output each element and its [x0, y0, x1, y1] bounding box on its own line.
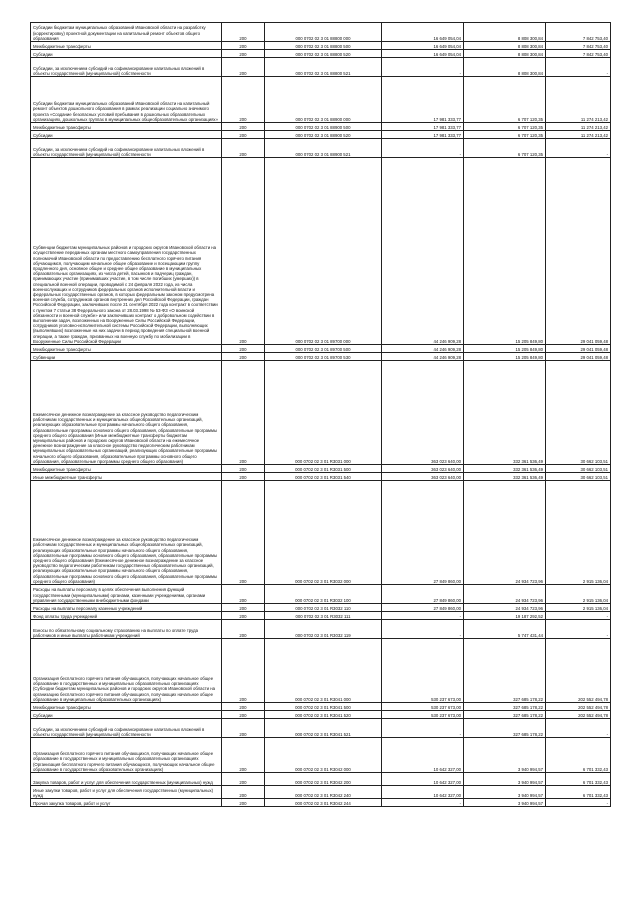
- row-executed: 15 205 849,80: [464, 353, 546, 361]
- row-executed: 332 361 536,49: [464, 465, 546, 473]
- expenditure-table: [30, 22, 611, 807]
- row-approved: 27 849 860,00: [382, 481, 464, 585]
- row-approved: 363 023 640,00: [382, 361, 464, 465]
- row-code: 200: [222, 465, 265, 473]
- row-code: 200: [222, 361, 265, 465]
- row-code: 200: [222, 738, 265, 773]
- row-kbk: 000 0702 02 3 01 R3032 110: [265, 604, 382, 612]
- row-unexecuted: 6 701 332,43: [546, 738, 611, 773]
- row-kbk: 000 0702 02 3 01 R3041 520: [265, 711, 382, 719]
- table-row: [31, 345, 611, 353]
- row-kbk: 000 0702 02 3 01 R3042 000: [265, 738, 382, 773]
- row-executed: 327 685 178,22: [464, 703, 546, 711]
- table-row: [31, 786, 611, 799]
- row-code: 200: [222, 345, 265, 353]
- row-kbk: 000 0702 02 3 01 88800 500: [265, 42, 382, 50]
- row-name: Фонд оплаты труда учреждений: [31, 612, 222, 620]
- row-code: 200: [222, 139, 265, 158]
- row-executed: 3 940 994,57: [464, 786, 546, 799]
- row-kbk: 000 0702 02 3 01 88900 500: [265, 123, 382, 131]
- row-executed: 8 808 300,84: [464, 58, 546, 77]
- row-approved: -: [382, 612, 464, 620]
- row-executed: 3 940 994,57: [464, 773, 546, 786]
- row-name: Прочая закупка товаров, работ и услуг: [31, 799, 222, 807]
- row-unexecuted: 2 915 136,04: [546, 585, 611, 604]
- row-name: Субсидии, за исключением субсидий на софинансирование капитальных вложений в объекты государственной (муниципальной) собственности: [31, 139, 222, 158]
- row-approved: 363 023 640,00: [382, 473, 464, 481]
- row-unexecuted: -: [546, 612, 611, 620]
- row-unexecuted: 2 915 136,04: [546, 604, 611, 612]
- row-approved: 16 649 054,04: [382, 23, 464, 42]
- table-row: [31, 620, 611, 639]
- row-name: Расходы на выплаты персоналу в целях обеспечения выполнения функций государственными (муниципальными) органами, казенными учреждениями, органами управления государственными внебюджетными фондами: [31, 585, 222, 604]
- row-unexecuted: 29 041 059,48: [546, 345, 611, 353]
- row-kbk: 000 0702 02 3 01 89700 000: [265, 158, 382, 345]
- table-body: [31, 23, 611, 807]
- row-code: 200: [222, 585, 265, 604]
- row-executed: 6 707 120,35: [464, 123, 546, 131]
- row-unexecuted: 11 274 213,42: [546, 77, 611, 123]
- row-code: 200: [222, 786, 265, 799]
- row-name: Закупка товаров, работ и услуг для обеспечения государственных (муниципальных) нужд: [31, 773, 222, 786]
- table-row: [31, 465, 611, 473]
- row-approved: -: [382, 58, 464, 77]
- row-name: Субвенции: [31, 353, 222, 361]
- row-unexecuted: 6 701 332,43: [546, 773, 611, 786]
- row-unexecuted: 2 915 136,04: [546, 481, 611, 585]
- row-code: 200: [222, 473, 265, 481]
- table-row: [31, 703, 611, 711]
- row-executed: 332 361 536,49: [464, 361, 546, 465]
- row-kbk: 000 0702 02 3 01 R3041 521: [265, 719, 382, 738]
- table-row: [31, 123, 611, 131]
- table-row: [31, 711, 611, 719]
- row-code: 200: [222, 23, 265, 42]
- row-name: Межбюджетные трансферты: [31, 465, 222, 473]
- row-kbk: 000 0702 02 3 01 R3031 500: [265, 465, 382, 473]
- row-name: Межбюджетные трансферты: [31, 123, 222, 131]
- row-unexecuted: 7 842 753,40: [546, 42, 611, 50]
- table-row: [31, 50, 611, 58]
- row-executed: 6 707 120,35: [464, 77, 546, 123]
- row-approved: 530 237 673,00: [382, 711, 464, 719]
- row-approved: 10 642 327,00: [382, 773, 464, 786]
- table-row: [31, 361, 611, 465]
- row-approved: -: [382, 620, 464, 639]
- row-executed: 6 707 120,35: [464, 131, 546, 139]
- row-code: 200: [222, 58, 265, 77]
- row-unexecuted: 30 662 103,51: [546, 465, 611, 473]
- row-approved: 10 642 327,00: [382, 786, 464, 799]
- row-code: 200: [222, 773, 265, 786]
- row-approved: -: [382, 139, 464, 158]
- row-unexecuted: -: [546, 139, 611, 158]
- row-kbk: 000 0702 02 3 01 88900 000: [265, 77, 382, 123]
- table-row: [31, 604, 611, 612]
- row-code: 200: [222, 353, 265, 361]
- row-name: Межбюджетные трансферты: [31, 345, 222, 353]
- table-row: [31, 738, 611, 773]
- row-code: 200: [222, 719, 265, 738]
- row-executed: 5 747 431,44: [464, 620, 546, 639]
- row-unexecuted: 202 552 494,78: [546, 703, 611, 711]
- row-approved: 44 246 909,28: [382, 158, 464, 345]
- row-approved: 363 023 640,00: [382, 465, 464, 473]
- table-row: [31, 42, 611, 50]
- row-name: Субсидии: [31, 50, 222, 58]
- report-sheet: [30, 22, 610, 807]
- row-kbk: 000 0702 02 3 01 R3032 111: [265, 612, 382, 620]
- row-kbk: 000 0702 02 3 01 88900 520: [265, 131, 382, 139]
- row-unexecuted: 202 552 494,78: [546, 711, 611, 719]
- row-code: 200: [222, 604, 265, 612]
- row-kbk: 000 0702 02 3 01 89700 500: [265, 345, 382, 353]
- table-row: [31, 139, 611, 158]
- row-name: Иные закупки товаров, работ и услуг для обеспечения государственных (муниципальных) нужд: [31, 786, 222, 799]
- row-executed: 24 934 723,96: [464, 585, 546, 604]
- row-kbk: 000 0702 02 3 01 88800 521: [265, 58, 382, 77]
- row-name: Субсидии бюджетам муниципальных образований Ивановской области на разработку (корректировку) проектной документации на капитальный ремонт объектов общего образования: [31, 23, 222, 42]
- row-unexecuted: 30 662 103,51: [546, 473, 611, 481]
- row-unexecuted: 11 274 213,42: [546, 123, 611, 131]
- table-row: [31, 58, 611, 77]
- row-executed: 3 940 994,57: [464, 799, 546, 807]
- row-code: 200: [222, 703, 265, 711]
- row-unexecuted: 11 274 213,42: [546, 131, 611, 139]
- row-kbk: 000 0702 02 3 01 R3031 540: [265, 473, 382, 481]
- row-code: 200: [222, 481, 265, 585]
- row-kbk: 000 0702 02 3 01 R3042 244: [265, 799, 382, 807]
- row-name: Субсидии бюджетам муниципальных образований Ивановской области на капитальный ремонт объектов дошкольного образования в рамках реализации социально значимого проекта «Создание безопасных условий пребывания в дошкольных образовательных организациях, дошкольных группах в муниципальных общеобразовательных организациях»: [31, 77, 222, 123]
- row-name: Ежемесячное денежное вознаграждение за классное руководство педагогическим работникам государственных и муниципальных общеобразовательных организаций, реализующих образовательные программы начального общего образования, образовательные программы основного общего образования, образовательные программы среднего общего образования (Иные межбюджетные трансферты бюджетам муниципальных районов и городских округов Ивановской области на ежемесячное денежное вознаграждение за классное руководство педагогическим работникам муниципальных образовательных организаций, реализующих образовательные программы начального общего образования, образовательные программы основного общего образования, образовательные программы среднего общего образования): [31, 361, 222, 465]
- row-approved: 44 246 909,28: [382, 345, 464, 353]
- table-row: [31, 473, 611, 481]
- row-name: Иные межбюджетные трансферты: [31, 473, 222, 481]
- table-row: [31, 77, 611, 123]
- row-unexecuted: 202 552 494,78: [546, 639, 611, 703]
- row-executed: 8 808 300,84: [464, 23, 546, 42]
- row-approved: 530 237 673,00: [382, 639, 464, 703]
- row-executed: 327 685 178,22: [464, 719, 546, 738]
- table-row: [31, 612, 611, 620]
- row-code: 200: [222, 50, 265, 58]
- row-unexecuted: 7 842 753,40: [546, 23, 611, 42]
- row-unexecuted: -: [546, 719, 611, 738]
- row-kbk: 000 0702 02 3 01 88900 521: [265, 139, 382, 158]
- row-approved: 27 849 860,00: [382, 604, 464, 612]
- row-kbk: 000 0702 02 3 01 R3032 119: [265, 620, 382, 639]
- row-name: Организация бесплатного горячего питания обучающихся, получающих начальное общее образование в государственных и муниципальных образовательных организациях (Организация бесплатного горячего питания обучающихся, получающих начальное общее образование в государственных образовательных организациях): [31, 738, 222, 773]
- row-kbk: 000 0702 02 3 01 R3031 000: [265, 361, 382, 465]
- row-approved: 17 981 333,77: [382, 123, 464, 131]
- row-executed: 15 205 849,80: [464, 158, 546, 345]
- row-kbk: 000 0702 02 3 01 R3042 240: [265, 786, 382, 799]
- row-executed: 24 934 723,96: [464, 481, 546, 585]
- row-executed: 327 685 178,22: [464, 639, 546, 703]
- row-executed: 327 685 178,22: [464, 711, 546, 719]
- table-row: [31, 481, 611, 585]
- row-code: 200: [222, 799, 265, 807]
- row-name: Расходы на выплаты персоналу казенных учреждений: [31, 604, 222, 612]
- row-code: 200: [222, 131, 265, 139]
- row-executed: 332 361 536,49: [464, 473, 546, 481]
- row-unexecuted: 6 701 332,43: [546, 786, 611, 799]
- row-code: 200: [222, 639, 265, 703]
- row-code: 200: [222, 42, 265, 50]
- row-code: 200: [222, 77, 265, 123]
- row-approved: 27 849 860,00: [382, 585, 464, 604]
- row-kbk: 000 0702 02 3 01 88800 520: [265, 50, 382, 58]
- row-code: 200: [222, 158, 265, 345]
- row-kbk: 000 0702 02 3 01 R3042 200: [265, 773, 382, 786]
- row-approved: 44 246 909,28: [382, 353, 464, 361]
- row-approved: -: [382, 799, 464, 807]
- row-approved: -: [382, 719, 464, 738]
- row-name: Организация бесплатного горячего питания обучающихся, получающих начальное общее образование в государственных и муниципальных образовательных организациях (Субсидии бюджетам муниципальных районов и городских округов Ивановской области на организацию бесплатного горячего питания обучающихся, получающих начальное общее образование в муниципальных образовательных организациях): [31, 639, 222, 703]
- row-executed: 6 707 120,35: [464, 139, 546, 158]
- row-code: 200: [222, 711, 265, 719]
- row-approved: 16 649 054,04: [382, 50, 464, 58]
- row-unexecuted: -: [546, 58, 611, 77]
- row-unexecuted: 30 662 103,51: [546, 361, 611, 465]
- row-approved: 16 649 054,04: [382, 42, 464, 50]
- row-executed: 8 808 300,84: [464, 50, 546, 58]
- row-unexecuted: -: [546, 799, 611, 807]
- row-code: 200: [222, 612, 265, 620]
- row-unexecuted: 29 041 059,48: [546, 158, 611, 345]
- table-row: [31, 131, 611, 139]
- table-row: [31, 158, 611, 345]
- table-row: [31, 585, 611, 604]
- row-executed: 15 205 849,80: [464, 345, 546, 353]
- row-name: Субсидии, за исключением субсидий на софинансирование капитальных вложений в объекты государственной (муниципальной) собственности: [31, 58, 222, 77]
- row-unexecuted: -: [546, 620, 611, 639]
- table-row: [31, 639, 611, 703]
- row-kbk: 000 0702 02 3 01 R3032 000: [265, 481, 382, 585]
- row-code: 200: [222, 123, 265, 131]
- row-executed: 8 808 300,84: [464, 42, 546, 50]
- row-kbk: 000 0702 02 3 01 89700 530: [265, 353, 382, 361]
- table-row: [31, 353, 611, 361]
- table-row: [31, 719, 611, 738]
- row-name: Субвенции бюджетам муниципальных районов и городских округов Ивановской области на осуществление переданных органам местного самоуправления государственных полномочий Ивановской области по предоставлению бесплатного горячего питания обучающимся, получающим начальное общее образование и посещающим группу продленного дня, основное общее и среднее общее образование в муниципальных образовательных организациях, из числа детей, пасынков и падчериц граждан, принимающих участие (принимавших участие, в том числе погибших (умерших)) в специальной военной операции, проводимой с 24 февраля 2022 года, из числа военнослужащих и сотрудников федеральных органов исполнительной власти и федеральных государственных органов, в которых федеральным законом предусмотрена военная служба, сотрудников органов внутренних дел Российской Федерации, граждан Российской Федерации, заключивших после 21 сентября 2022 года контракт в соответствии с пунктом 7 статьи 38 Федерального закона от 28.03.1998 № 53-ФЗ «О воинской обязанности и военной службе» или заключивших контракт о добровольном содействии в выполнении задач, возложенных на Вооруженные Силы Российской Федерации, сотрудников уголовно-исполнительной системы Российской Федерации, выполняющих (выполнявших) возложенные на них задачи в период проведения специальной военной операции, а также граждан, призванных на военную службу по мобилизации в Вооруженные Силы Российской Федерации: [31, 158, 222, 345]
- table-row: [31, 799, 611, 807]
- row-approved: 530 237 673,00: [382, 703, 464, 711]
- table-row: [31, 773, 611, 786]
- row-name: Межбюджетные трансферты: [31, 42, 222, 50]
- row-kbk: 000 0702 02 3 01 R3041 000: [265, 639, 382, 703]
- row-name: Ежемесячное денежное вознаграждение за классное руководство педагогическим работникам государственных и муниципальных общеобразовательных организаций, реализующих образовательные программы начального общего образования, образовательные программы основного общего образования, образовательные программы среднего общего образования (Ежемесячное денежное вознаграждение за классное руководство педагогическим работникам государственных образовательных организаций, реализующих образовательные программы начального общего образования, образовательные программы основного общего образования, образовательные программы среднего общего образования): [31, 481, 222, 585]
- row-name: Взносы по обязательному социальному страхованию на выплаты по оплате труда работников и иные выплаты работникам учреждений: [31, 620, 222, 639]
- row-code: 200: [222, 620, 265, 639]
- row-approved: 17 981 333,77: [382, 131, 464, 139]
- row-executed: 24 934 723,96: [464, 604, 546, 612]
- row-kbk: 000 0702 02 3 01 88800 000: [265, 23, 382, 42]
- row-approved: 17 981 333,77: [382, 77, 464, 123]
- row-executed: 3 940 994,57: [464, 738, 546, 773]
- row-kbk: 000 0702 02 3 01 R3041 500: [265, 703, 382, 711]
- row-name: Субсидии, за исключением субсидий на софинансирование капитальных вложений в объекты государственной (муниципальной) собственности: [31, 719, 222, 738]
- row-unexecuted: 7 842 753,40: [546, 50, 611, 58]
- table-row: [31, 23, 611, 42]
- row-unexecuted: 29 041 059,48: [546, 353, 611, 361]
- row-name: Субсидии: [31, 711, 222, 719]
- row-name: Межбюджетные трансферты: [31, 703, 222, 711]
- row-name: Субсидии: [31, 131, 222, 139]
- row-executed: 19 187 292,52: [464, 612, 546, 620]
- row-kbk: 000 0702 02 3 01 R3032 100: [265, 585, 382, 604]
- row-approved: 10 642 327,00: [382, 738, 464, 773]
